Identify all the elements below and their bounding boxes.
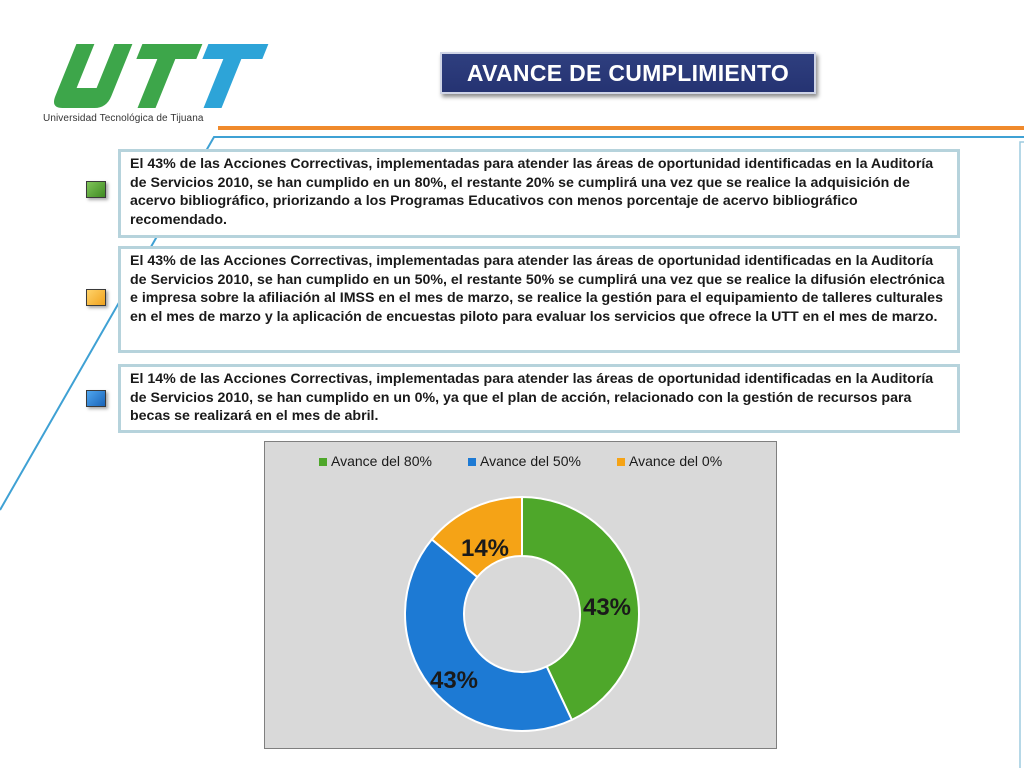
legend-swatch bbox=[319, 458, 327, 466]
item-text-box bbox=[118, 246, 960, 353]
item-text: El 43% de las Acciones Correctivas, implementadas para atender las áreas de oportunidad identificadas en la Auditoría de Servicios 2010, se han cumplido en un 50%, el restante 50% se cumplirá una vez que se realice la difusión electrónica e impresa sobre la afiliación al IMSS en el mes de marzo, se realice la gestión para el equipamiento de talleres culturales en el mes de marzo y la aplicación de encuestas piloto para evaluar los servicios que ofrece la UTT en el mes de marzo. bbox=[130, 253, 945, 325]
legend-label: Avance del 80% bbox=[331, 453, 432, 469]
blue-bullet-icon bbox=[86, 390, 106, 407]
university-name: Universidad Tecnológica de Tijuana bbox=[43, 113, 204, 124]
item-text: El 14% de las Acciones Correctivas, implementadas para atender las áreas de oportunidad identificadas en la Auditoría de Servicios 2010, se han cumplido en un 0%, ya que el plan de acción, relacionado con la gestión de recursos para becas se realizará en el mes de abril. bbox=[130, 371, 934, 424]
logo-letter-u bbox=[51, 44, 133, 108]
frame-line bbox=[1020, 142, 1024, 768]
green-bullet-icon bbox=[86, 181, 106, 198]
logo-letter-t1 bbox=[117, 44, 203, 108]
doughnut-chart bbox=[264, 441, 777, 749]
slice-data-label: 14% bbox=[460, 535, 510, 562]
chart-canvas bbox=[265, 442, 776, 748]
page-title: AVANCE DE CUMPLIMIENTO bbox=[466, 59, 790, 86]
item-text: El 43% de las Acciones Correctivas, implementadas para atender las áreas de oportunidad identificadas en la Auditoría de Servicios 2010, se han cumplido en un 80%, el restante 20% se cumplirá una vez que se realice la adquisición de acervo bibliográfico, priorizando a los Programas Educativos con menos porcentaje de acervo bibliográfico recomendado. bbox=[130, 156, 934, 228]
legend-label: Avance del 50% bbox=[480, 453, 581, 469]
title-banner bbox=[440, 52, 816, 94]
item-text-box bbox=[118, 149, 960, 238]
legend-swatch bbox=[468, 458, 476, 466]
slice-data-label: 43% bbox=[429, 667, 479, 694]
legend-swatch bbox=[617, 458, 625, 466]
slice-data-label: 43% bbox=[582, 594, 632, 621]
item-text-box bbox=[118, 364, 960, 433]
slice-avance-del-50- bbox=[405, 539, 572, 731]
legend-label: Avance del 0% bbox=[629, 453, 723, 469]
orange-bullet-icon bbox=[86, 289, 106, 306]
